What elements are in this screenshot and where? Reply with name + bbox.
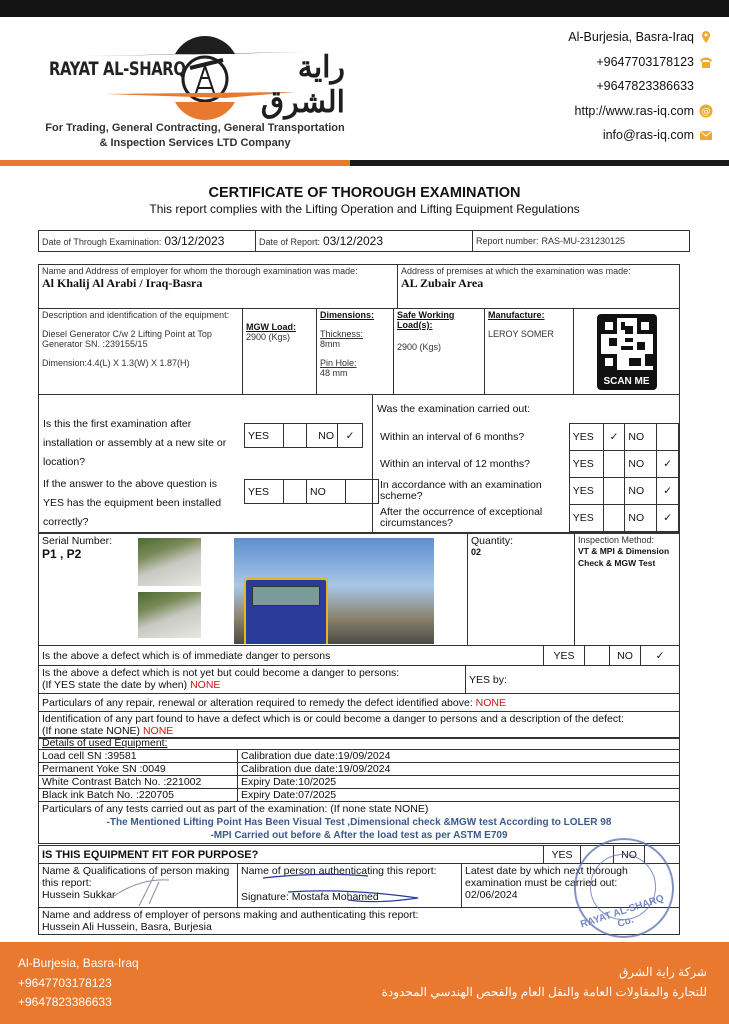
auth-label: Name of person authenticating this report: (241, 865, 437, 877)
interval-row (377, 424, 679, 451)
no-label: NO (625, 424, 657, 451)
phone-1-text[interactable]: +9647703178123 (596, 54, 694, 69)
serial-value: P1 , P2 (42, 547, 82, 561)
q2-no-label: NO (307, 480, 346, 504)
email-link[interactable]: info@ras-iq.com (602, 128, 694, 142)
qr-code-icon (601, 318, 653, 370)
q2-yes-box[interactable] (284, 480, 307, 504)
location-pin-icon (699, 30, 713, 44)
top-bar (0, 0, 729, 17)
certificate-title: CERTIFICATE OF THOROUGH EXAMINATION (208, 185, 521, 201)
no-label: NO (625, 505, 657, 532)
repair-question: Particulars of any repair, renewal or alteration required to remedy the defect identified above: (42, 696, 473, 709)
desc-line-1: Diesel Generator C/w 2 Lifting Point at Top Generator SN. :239155/15 (42, 329, 212, 349)
no-box[interactable] (657, 424, 679, 451)
could-become-note: (If YES state the date by when) (42, 679, 188, 691)
q1-yes-label: YES (245, 424, 284, 448)
pinhole-value: 48 mm (320, 368, 348, 378)
pinhole-label: Pin Hole: (320, 358, 357, 368)
company-stamp (574, 838, 674, 938)
maker-cell (39, 864, 238, 908)
check-icon: ✓ (655, 649, 665, 662)
serial-photos-cell (39, 534, 468, 646)
q2-no-box[interactable] (346, 480, 379, 504)
equipment-item: Permanent Yoke SN :0049 (39, 763, 238, 776)
interval-label: Within an interval of 6 months? (380, 431, 525, 443)
manufacture-cell (485, 309, 574, 395)
mgw-value: 2900 (Kgs) (246, 332, 291, 342)
employer-name: Al Khalij Al Arabi / Iraq-Basra (42, 276, 203, 290)
report-number: RAS-MU-231230125 (541, 236, 625, 246)
quantity-cell (468, 534, 575, 646)
manufacture-value: LEROY SOMER (488, 329, 554, 339)
tagline-line-2: & Inspection Services LTD Company (99, 137, 291, 149)
identification-note: (If none state NONE) (42, 725, 141, 737)
tests-line-2: -MPI Carried out before & After the load test as per ASTM E709 (210, 830, 508, 841)
yes-box[interactable] (603, 424, 625, 451)
phone-icon (699, 55, 713, 69)
contact-website (568, 99, 713, 124)
premises-cell (398, 265, 680, 309)
thickness-label: Thickness: (320, 329, 364, 339)
question-first-exam: Is this the first examination after installation or assembly at a new site or location? (43, 418, 227, 468)
phone-2-text[interactable]: +9647823386633 (596, 79, 694, 93)
spacer (699, 79, 713, 93)
immediate-danger-question: Is the above a defect which is of immediate danger to persons (39, 646, 544, 666)
employer-cell (39, 265, 398, 309)
equipment-item: Load cell SN :39581 (39, 750, 238, 763)
fit-no-label: NO (614, 846, 645, 864)
yes-by-field[interactable]: YES by: (466, 666, 680, 694)
contact-phone-2 (568, 74, 713, 99)
footer-ar-description: للتجارة والمقاولات العامة والنقل العام والفحص الهندسي المحدودة (381, 985, 707, 999)
report-date-cell (256, 231, 473, 252)
q1-yes-box[interactable] (284, 424, 307, 448)
auth-cell (238, 864, 462, 908)
mgw-label: MGW Load: (246, 322, 296, 332)
footer-ar-company: شركة راية الشرق (618, 965, 707, 979)
equipment-date: Calibration due date:19/09/2024 (238, 750, 680, 763)
equipment-row (39, 789, 680, 802)
q1-no-box[interactable] (338, 424, 363, 448)
none-value: NONE (475, 696, 507, 709)
desc-line-2: Dimension:4.4(L) X 1.3(W) X 1.87(H) (42, 358, 190, 368)
load-cell-device (244, 578, 328, 644)
none-value: NONE (190, 679, 221, 691)
brand-name-ar: راية الشرق (260, 51, 345, 119)
equipment-row (39, 776, 680, 789)
no-label: NO (625, 478, 657, 505)
equipment-date: Calibration due date:19/09/2024 (238, 763, 680, 776)
maker-signature (109, 868, 189, 908)
fit-yes-label: YES (544, 846, 581, 864)
swl-value: 2900 (Kgs) (397, 342, 442, 352)
quantity-label: Quantity: (471, 535, 514, 547)
dates-table (38, 230, 690, 252)
check-icon: ✓ (663, 485, 673, 497)
immediate-yes-label: YES (544, 646, 585, 666)
interval-table (377, 423, 679, 532)
interval-row (377, 505, 679, 532)
premises-label: Address of premises at which the examination was made: (401, 266, 631, 276)
maker-label: Name & Qualifications of person making this report: (42, 865, 230, 889)
swl-cell (394, 309, 485, 395)
yes-label: YES (569, 505, 603, 532)
q1-answers (244, 423, 363, 448)
immediate-no-label: NO (610, 646, 641, 666)
lifting-point-photo-1 (138, 538, 201, 586)
q1-no-label: NO (307, 424, 338, 448)
dimensions-label: Dimensions: (320, 310, 375, 320)
brand-name-en: RAYAT AL-SHARQ (49, 58, 186, 80)
footer (0, 942, 729, 1024)
qr-code[interactable] (597, 314, 657, 390)
svg-text:@: @ (701, 106, 711, 117)
contact-block (568, 25, 713, 148)
repair-table (38, 693, 680, 739)
contact-email (568, 123, 713, 148)
tests-line-1: -The Mentioned Lifting Point Has Been Visual Test ,Dimensional check &MGW test According to LOLER 98 (106, 817, 612, 828)
footer-arabic (382, 962, 707, 1002)
q2-yes-label: YES (245, 480, 284, 504)
yes-label: YES (569, 478, 603, 505)
tests-cell (39, 802, 680, 844)
no-box[interactable] (657, 451, 679, 478)
equipment-date: Expiry Date:07/2025 (238, 789, 680, 802)
auth-employer-value: Hussein Ali Hussein, Basra, Burjesia (42, 921, 212, 933)
exam-date-cell (39, 231, 256, 252)
company-tagline (40, 121, 350, 151)
employer-table (38, 264, 680, 309)
quantity-value: 02 (471, 547, 482, 557)
equipment-row (39, 763, 680, 776)
check-icon: ✓ (663, 512, 673, 524)
maker-name: Hussein Sukkar (42, 889, 116, 901)
tests-label: Particulars of any tests carried out as part of the examination: (If none state NONE) (42, 803, 429, 815)
address-text: Al-Burjesia, Basra-Iraq (568, 30, 694, 44)
immediate-yes-box[interactable] (585, 646, 610, 666)
could-become-question: Is the above a defect which is not yet but could become a danger to persons: (42, 667, 400, 679)
auth-employer-label: Name and address of employer of persons making and authenticating this report: (42, 909, 419, 921)
lifting-point-photo-2 (138, 592, 201, 638)
thickness-value: 8mm (320, 339, 340, 349)
no-box[interactable] (657, 505, 679, 532)
carried-out-label: Was the examination carried out: (377, 403, 531, 415)
load-test-photo (234, 538, 434, 644)
footer-contact (18, 954, 139, 1013)
no-box[interactable] (657, 478, 679, 505)
q2-answers (244, 479, 379, 504)
stamp-text: RAYAT AL-SHARQ Co. (579, 893, 666, 931)
interval-label: In accordance with an examination scheme? (380, 479, 542, 502)
report-date: 03/12/2023 (322, 234, 384, 248)
equipment-desc-cell (39, 309, 243, 395)
employer-label: Name and Address of employer for whom the thorough examination was made: (42, 266, 358, 276)
contact-phone-1 (568, 50, 713, 75)
serial-label: Serial Number: (42, 535, 113, 547)
tagline-line-1: For Trading, General Contracting, General Transportation (45, 122, 345, 134)
check-icon: ✓ (345, 429, 355, 442)
qr-cell (574, 309, 680, 395)
gear-top-icon (175, 36, 235, 54)
interval-row (377, 451, 679, 478)
equipment-row (39, 750, 680, 763)
company-logo (45, 24, 345, 134)
used-equipment-label: Details of used Equipment: (39, 738, 680, 750)
header-divider-black (350, 160, 729, 166)
next-exam-label: Latest date by which next thorough examination must be carried out: (465, 865, 628, 889)
desc-label: Description and identification of the equipment: (42, 310, 230, 320)
yes-label: YES (569, 424, 603, 451)
method-label: Inspection Method: (578, 535, 655, 545)
repair-cell (39, 694, 680, 712)
fit-question: IS THIS EQUIPMENT FIT FOR PURPOSE? (39, 846, 544, 864)
footer-address: Al-Burjesia, Basra-Iraq (18, 956, 139, 970)
serial-table (38, 533, 680, 646)
contact-address (568, 25, 713, 50)
defects-table (38, 645, 680, 666)
equipment-table (38, 308, 680, 395)
could-become-table (38, 665, 680, 694)
report-number-label: Report number: (476, 236, 539, 246)
could-become-cell (39, 666, 466, 694)
header-divider-orange (0, 160, 350, 166)
premises-name: AL Zubair Area (401, 276, 484, 290)
method-value: VT & MPI & Dimension Check & MGW Test (578, 546, 670, 568)
interval-row (377, 478, 679, 505)
immediate-no-box[interactable] (641, 646, 680, 666)
report-date-label: Date of Report: (259, 237, 321, 247)
footer-phone-2[interactable]: +9647823386633 (18, 995, 112, 1009)
footer-phone-1[interactable]: +9647703178123 (18, 975, 112, 990)
dimensions-cell (317, 309, 394, 395)
yes-label: YES (569, 451, 603, 478)
interval-label: After the occurrence of exceptional circumstances? (380, 506, 543, 529)
exam-date: 03/12/2023 (164, 234, 225, 248)
scan-me-label: SCAN ME (603, 376, 650, 387)
used-equipment-table (38, 737, 680, 844)
none-value: NONE (142, 725, 174, 737)
website-link[interactable]: http://www.ras-iq.com (574, 103, 694, 118)
question-installed-correctly: If the answer to the above question is YES has the equipment been installed correctly? (43, 478, 222, 528)
report-number-cell (473, 231, 690, 252)
auth-signature: Signature: Mostafa Mohamed (241, 891, 379, 903)
swl-label: Safe Working Load(s): (397, 310, 455, 330)
no-label: NO (625, 451, 657, 478)
questions-block (38, 394, 680, 533)
certificate-subtitle: This report complies with the Lifting Operation and Lifting Equipment Regulations (149, 202, 580, 216)
gear-bottom-icon (175, 102, 235, 120)
equipment-date: Expiry Date:10/2025 (238, 776, 680, 789)
web-at-icon (699, 104, 713, 118)
auth-signature-scribble (258, 870, 438, 906)
manufacture-label: Manufacture: (488, 310, 545, 320)
mgw-cell (243, 309, 317, 395)
identification-question: Identification of any part found to have a defect which is or could become a danger to persons and a description of the defect: (42, 713, 624, 725)
identification-cell (39, 712, 680, 739)
method-cell (575, 534, 680, 646)
equipment-item: White Contrast Batch No. :221002 (39, 776, 238, 789)
yes-box[interactable] (603, 478, 625, 505)
envelope-icon (699, 128, 713, 142)
check-icon: ✓ (609, 431, 619, 443)
interval-label: Within an interval of 12 months? (380, 458, 530, 470)
yes-box[interactable] (603, 505, 625, 532)
next-exam-date: 02/06/2024 (465, 889, 518, 901)
equipment-item: Black ink Batch No. :220705 (39, 789, 238, 802)
exam-date-label: Date of Through Examination: (42, 237, 162, 247)
check-icon: ✓ (663, 458, 673, 470)
yes-box[interactable] (603, 451, 625, 478)
